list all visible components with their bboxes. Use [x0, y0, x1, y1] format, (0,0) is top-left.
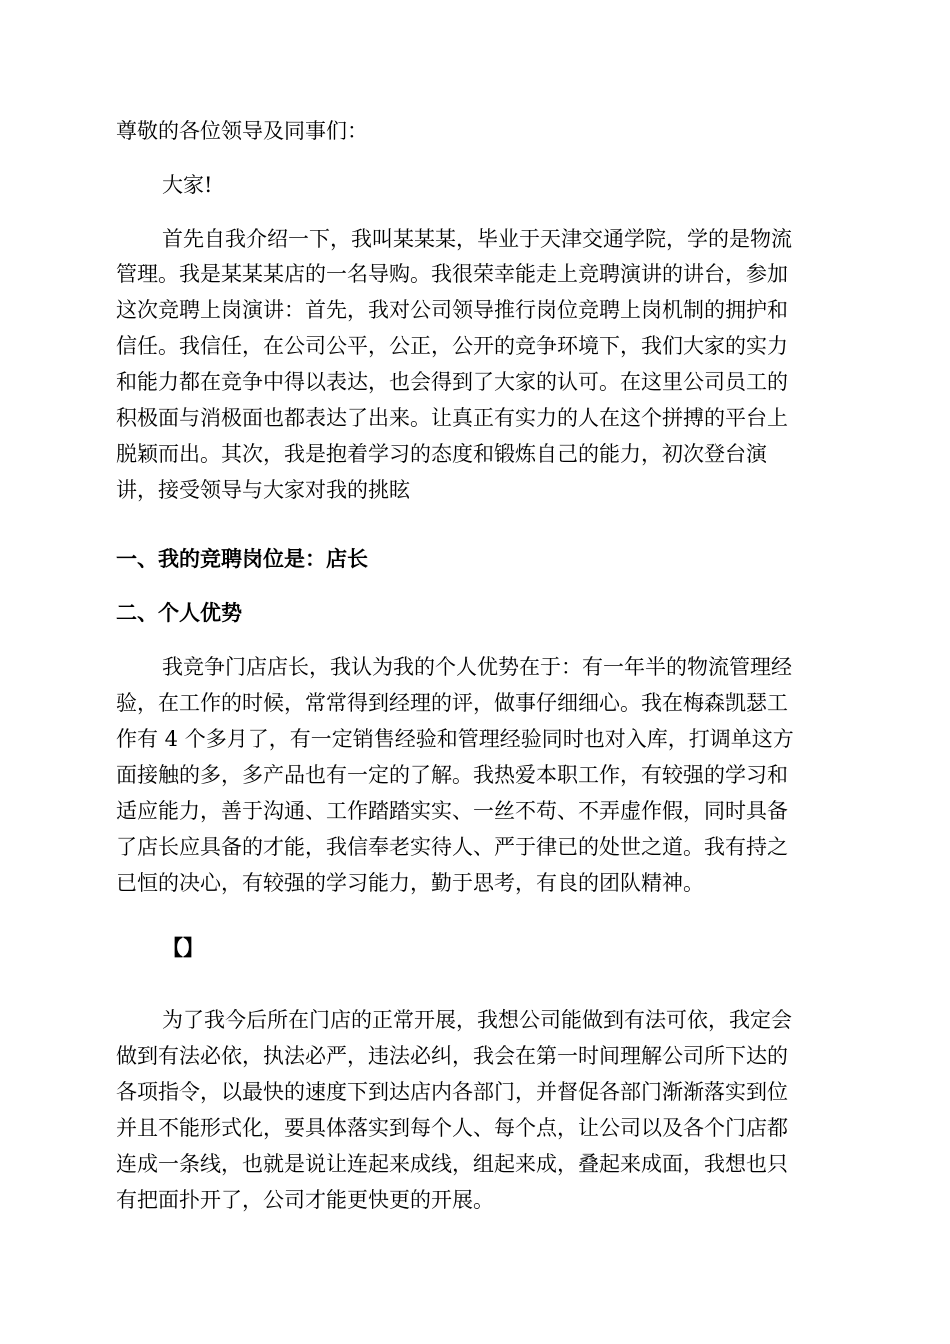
- intro-line: 积极面与消极面也都表达了出来。让真正有实力的人在这个拼搏的平台上: [116, 406, 788, 430]
- advantage-line: 了店长应具备的才能，我信奉老实待人、严于律已的处世之道。我有持之: [116, 835, 788, 859]
- intro-line: 管理。我是某某某店的一名导购。我很荣幸能走上竞聘演讲的讲台，参加: [116, 262, 788, 286]
- plan-line: 有把面扑开了，公司才能更快更的开展。: [116, 1188, 494, 1212]
- plan-line: 并且不能形式化，要具体落实到每个人、每个点，让公司以及各个门店都: [116, 1116, 788, 1140]
- intro-line: 讲，接受领导与大家对我的挑眩: [116, 478, 410, 502]
- advantage-line: 已恒的决心，有较强的学习能力，勤于思考，有良的团队精神。: [116, 871, 704, 895]
- heading-advantage: 二、个人优势: [116, 600, 242, 625]
- advantage-line: 作有 4 个多月了，有一定销售经验和管理经验同时也对入库，打调单这方: [116, 727, 794, 751]
- intro-line: 信任。我信任，在公司公平，公正，公开的竞争环境下，我们大家的实力: [116, 334, 788, 358]
- plan-line: 各项指令，以最快的速度下到达店内各部门，并督促各部门渐渐落实到位: [116, 1080, 788, 1104]
- advantage-line: 我竞争门店店长，我认为我的个人优势在于：有一年半的物流管理经: [162, 655, 792, 679]
- salutation: 尊敬的各位领导及同事们：: [116, 119, 368, 143]
- greeting: 大家!: [162, 173, 213, 197]
- bracket-heading: 【】: [162, 935, 204, 960]
- advantage-line: 面接触的多，多产品也有一定的了解。我热爱本职工作，有较强的学习和: [116, 763, 788, 787]
- intro-line: 首先自我介绍一下，我叫某某某，毕业于天津交通学院，学的是物流: [162, 227, 792, 251]
- plan-line: 连成一条线，也就是说让连起来成线，组起来成，叠起来成面，我想也只: [116, 1152, 788, 1176]
- advantage-line: 适应能力，善于沟通、工作踏踏实实、一丝不苟、不弄虚作假，同时具备: [116, 799, 788, 823]
- advantage-line: 验，在工作的时候，常常得到经理的评，做事仔细细心。我在梅森凯瑟工: [116, 691, 788, 715]
- intro-line: 脱颖而出。其次，我是抱着学习的态度和锻炼自己的能力，初次登台演: [116, 442, 767, 466]
- plan-line: 为了我今后所在门店的正常开展，我想公司能做到有法可依，我定会: [162, 1008, 792, 1032]
- plan-line: 做到有法必依，执法必严，违法必纠，我会在第一时间理解公司所下达的: [116, 1044, 788, 1068]
- intro-line: 和能力都在竞争中得以表达，也会得到了大家的认可。在这里公司员工的: [116, 370, 788, 394]
- intro-line: 这次竞聘上岗演讲：首先，我对公司领导推行岗位竞聘上岗机制的拥护和: [116, 298, 788, 322]
- heading-position: 一、我的竞聘岗位是：店长: [116, 546, 368, 571]
